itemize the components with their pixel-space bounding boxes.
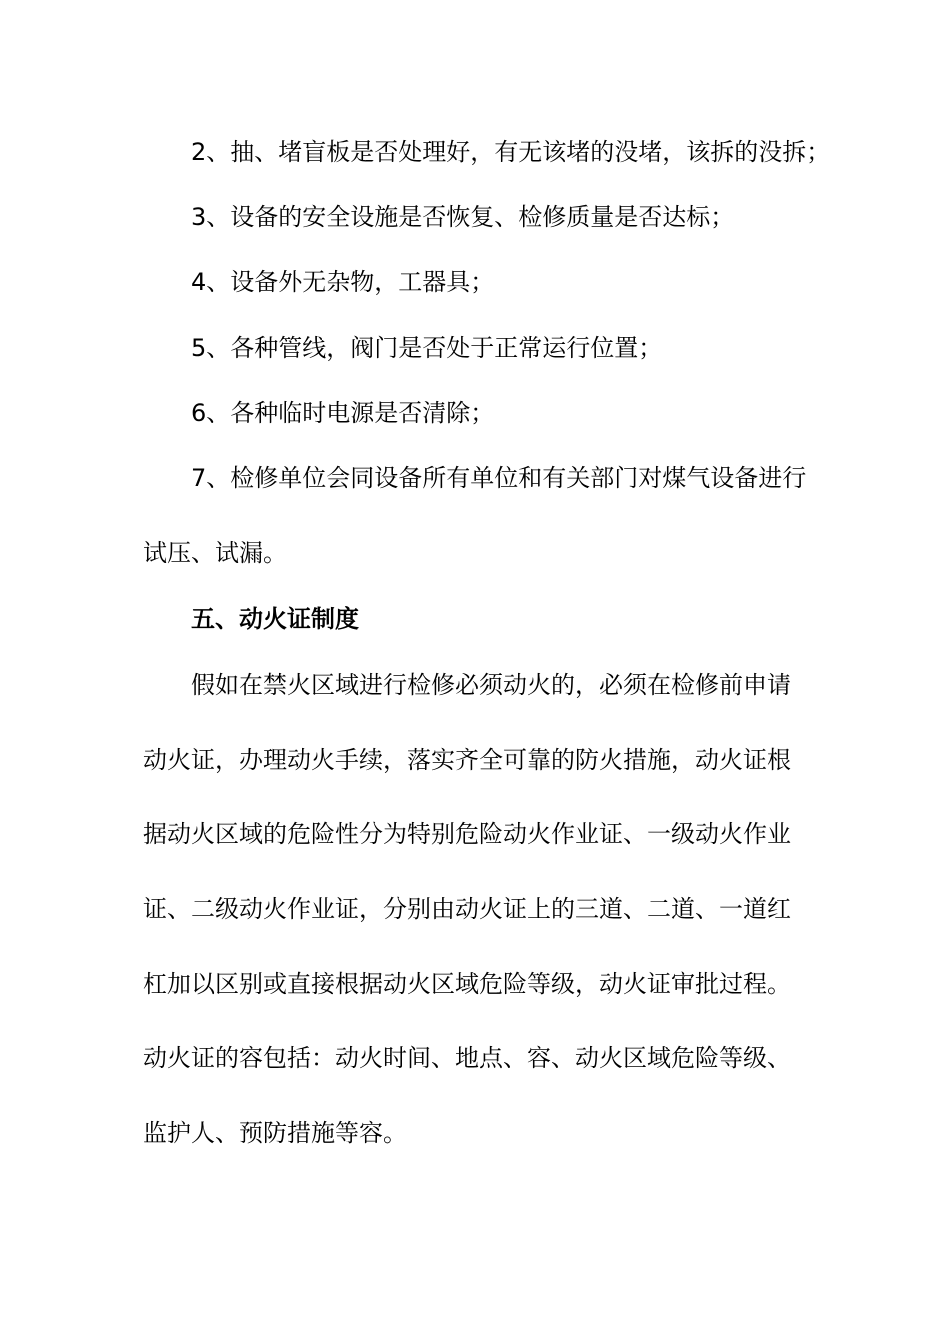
list-item-6: 6、各种临时电源是否清除；	[191, 399, 495, 427]
list-item-5: 5、各种管线，阀门是否处于正常运行位置；	[191, 334, 663, 362]
paragraph-line-3: 据动火区域的危险性分为特别危险动火作业证、一级动火作业	[143, 820, 791, 848]
paragraph-line-2: 动火证，办理动火手续，落实齐全可靠的防火措施，动火证根	[143, 746, 791, 774]
paragraph-line-7: 监护人、预防措施等容。	[143, 1119, 407, 1147]
list-item-4: 4、设备外无杂物，工器具；	[191, 268, 495, 296]
section-heading: 五、动火证制度	[191, 605, 359, 633]
paragraph-line-5: 杠加以区别或直接根据动火区域危险等级，动火证审批过程。	[143, 970, 791, 998]
list-item-7-continuation: 试压、试漏。	[143, 539, 287, 567]
list-item-7: 7、检修单位会同设备所有单位和有关部门对煤气设备进行	[191, 464, 807, 492]
list-item-3: 3、设备的安全设施是否恢复、检修质量是否达标；	[191, 203, 735, 231]
paragraph-line-6: 动火证的容包括：动火时间、地点、容、动火区域危险等级、	[143, 1044, 791, 1072]
list-item-2: 2、抽、堵盲板是否处理好，有无该堵的没堵，该拆的没拆；	[191, 138, 831, 166]
paragraph-line-4: 证、二级动火作业证，分别由动火证上的三道、二道、一道红	[143, 895, 791, 923]
paragraph-line-1: 假如在禁火区域进行检修必须动火的，必须在检修前申请	[191, 671, 791, 699]
